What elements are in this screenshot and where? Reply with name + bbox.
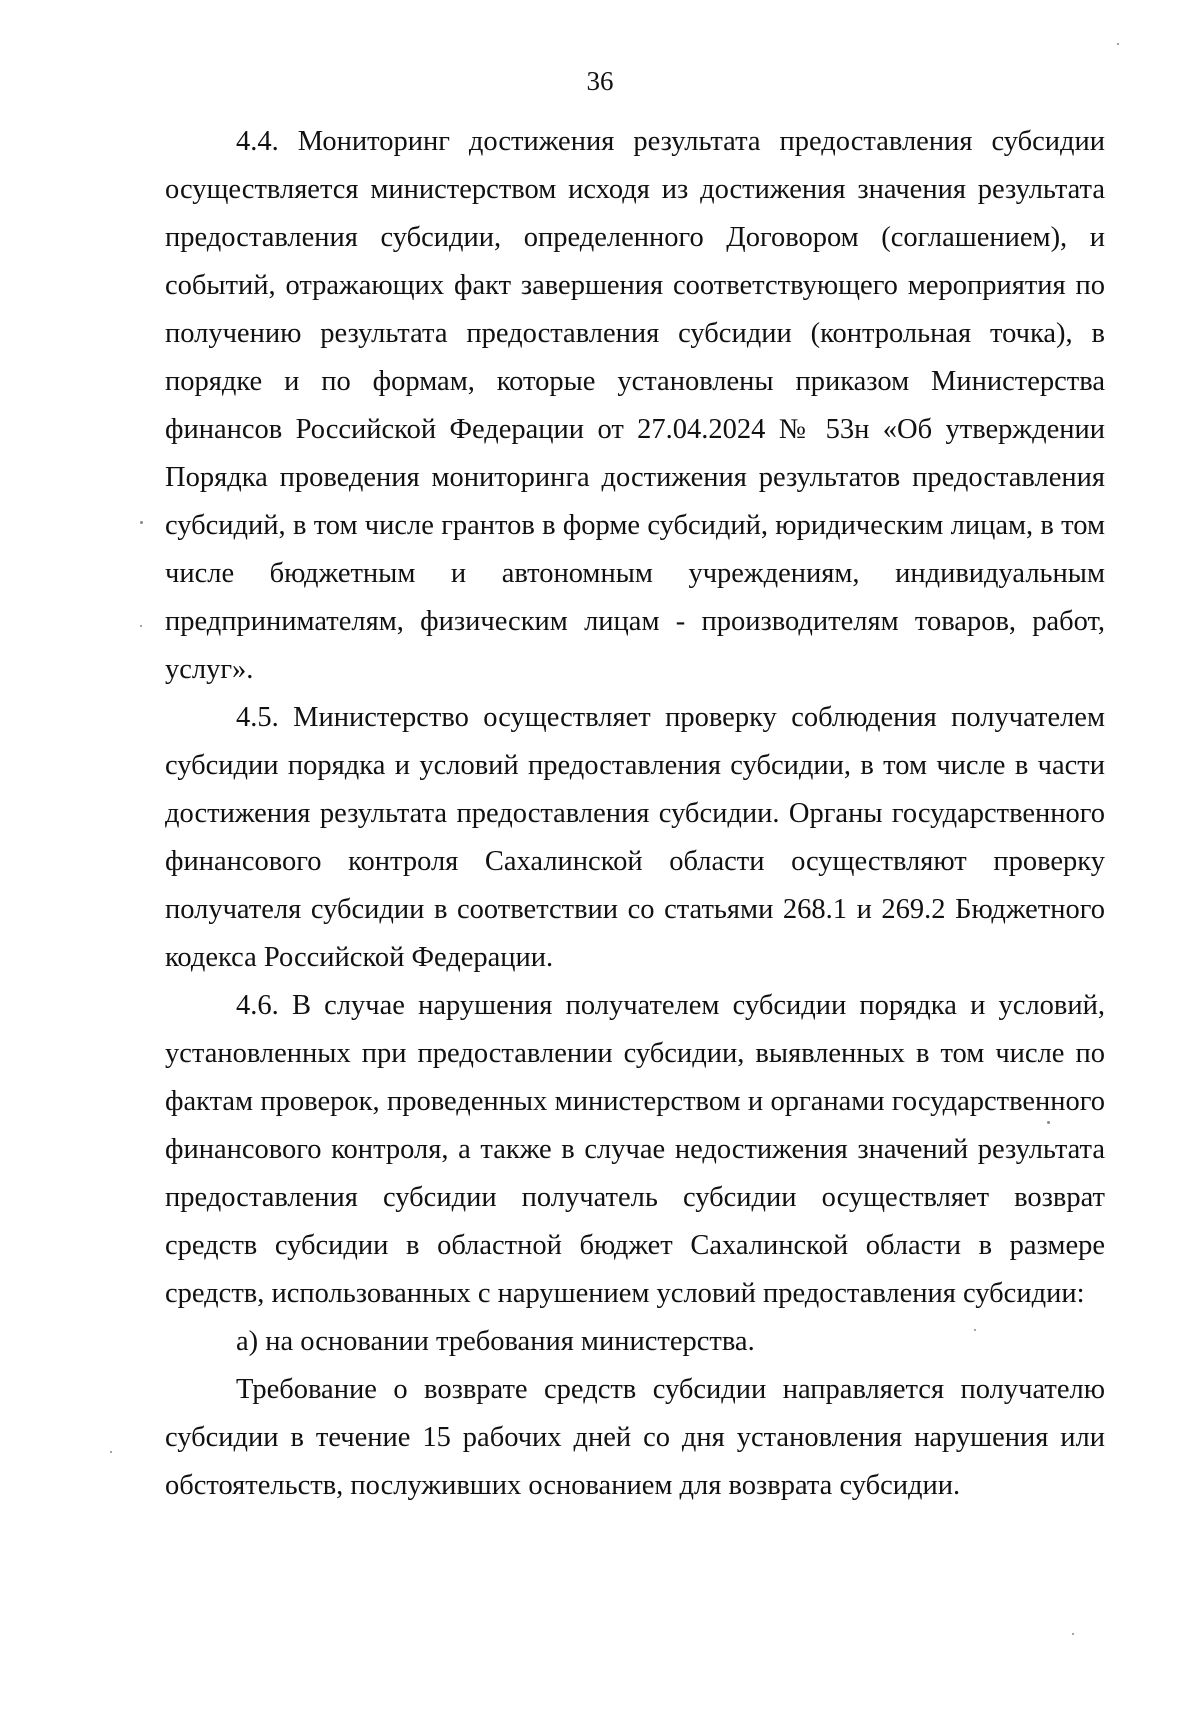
paragraph-return-requirement: Требование о возврате средств субсидии направляется получателю субсидии в течение 15 рабочих дней со дня установления нарушения или обстоятельств, послуживших основанием для возврата субсидии. [165,1374,1105,1501]
document-body [165,118,1105,1510]
scan-speck [1047,1121,1050,1124]
scan-speck [140,625,142,627]
scan-speck [974,1329,976,1331]
scan-speck [1072,1633,1074,1635]
scan-speck [140,521,143,524]
paragraph-4-5: 4.5. Министерство осуществляет проверку соблюдения получателем субсидии порядка и условий предоставления субсидии, в том числе в части достижения результата предоставления субсидии. Органы государственного финансового контроля Сахалинской области осуществляют проверку получателя субсидии в соответствии со статьями 268.1 и 269.2 Бюджетного кодекса Российской Федерации. [165,702,1105,973]
scan-speck [1117,43,1119,45]
paragraph-4-6: 4.6. В случае нарушения получателем субсидии порядка и условий, установленных при предоставлении субсидии, выявленных в том числе по фактам проверок, проведенных министерством и органами государственного финансового контроля, а также в случае недостижения значений результата предоставления субсидии получатель субсидии осуществляет возврат средств субсидии в областной бюджет Сахалинской области в размере средств, использованных с нарушением условий предоставления субсидии: [165,990,1105,1309]
paragraph-item-a: а) на основании требования министерства. [236,1326,755,1357]
page-number: 36 [586,66,614,96]
paragraph-4-4: 4.4. Мониторинг достижения результата предоставления субсидии осуществляется министерством исходя из достижения значения результата предоставления субсидии, определенного Договором (соглашением), и событий, отражающих факт завершения соответствующего мероприятия по получению результата предоставления субсидии (контрольная точка), в порядке и по формам, которые установлены приказом Министерства финансов Российской Федерации от 27.04.2024 № 53н «Об утверждении Порядка проведения мониторинга достижения результатов предоставления субсидий, в том числе грантов в форме субсидий, юридическим лицам, в том числе бюджетным и автономным учреждениям, индивидуальным предпринимателям, физическим лицам - производителям товаров, работ, услуг». [165,126,1105,685]
scan-speck [110,1451,112,1453]
